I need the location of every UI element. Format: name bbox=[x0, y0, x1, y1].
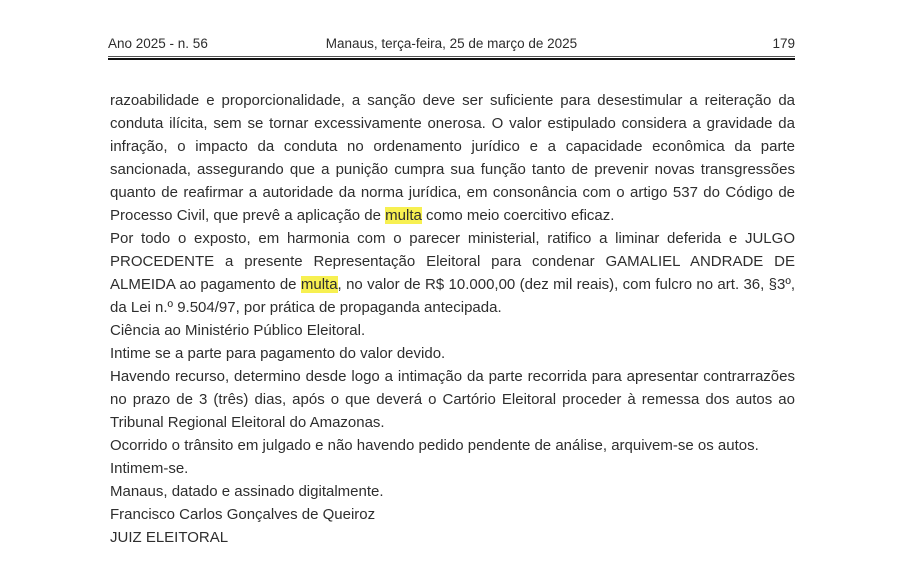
paragraph bbox=[110, 365, 795, 434]
paragraph-text: como meio coercitivo eficaz. bbox=[421, 207, 615, 224]
paragraph-text: Havendo recurso, determino desde logo a intimação da parte recorrida para apresentar contrarrazões no prazo de 3 (três) dias, após o que deverá o Cartório Eleitoral proceder à remessa dos autos ao Tribunal Regional Eleitoral do Amazonas. bbox=[110, 368, 795, 431]
paragraph-text: Francisco Carlos Gonçalves de Queiroz bbox=[110, 506, 376, 523]
paragraph bbox=[110, 503, 795, 526]
paragraph-text: Por todo o exposto, em harmonia com o parecer ministerial, ratifico a liminar deferida e JULGO PROCEDENTE a presente Representação Eleitoral para condenar GAMALIEL ANDRADE DE ALMEIDA ao pagamento de bbox=[110, 230, 795, 293]
paragraph bbox=[110, 434, 795, 457]
edition-number: Ano 2025 - n. 56 bbox=[108, 36, 208, 51]
paragraph-text: razoabilidade e proporcionalidade, a sanção deve ser suficiente para desestimular a reiteração da conduta ilícita, sem se tornar excessivamente onerosa. O valor estipulado considera a gravidade da infração, o impacto da conduta no ordenamento jurídico e a capacidade econômica da parte sancionada, assegurando que a punição cumpra sua função tanto de prevenir novas transgressões quanto de reafirmar a autoridade da norma jurídica, em consonância com o artigo 537 do Código de Processo Civil, que prevê a aplicação de bbox=[110, 92, 795, 224]
paragraph-text: Manaus, datado e assinado digitalmente. bbox=[110, 483, 384, 500]
paragraph-text: JUIZ ELEITORAL bbox=[110, 529, 229, 546]
page-header bbox=[108, 36, 795, 51]
paragraph bbox=[110, 457, 795, 480]
document-body bbox=[110, 89, 795, 549]
paragraph-text: Intime se a parte para pagamento do valor devido. bbox=[110, 345, 446, 362]
paragraph bbox=[110, 526, 795, 549]
highlighted-term: multa bbox=[385, 207, 422, 224]
paragraph bbox=[110, 227, 795, 319]
paragraph-text: Ciência ao Ministério Público Eleitoral. bbox=[110, 322, 366, 339]
header-rule-thick-line bbox=[108, 58, 795, 60]
paragraph-text: Ocorrido o trânsito em julgado e não havendo pedido pendente de análise, arquivem-se os autos. bbox=[110, 437, 759, 454]
paragraph bbox=[110, 89, 795, 227]
header-rule bbox=[108, 56, 795, 60]
paragraph-text: , no valor de R$ 10.000,00 (dez mil reais), com fulcro no art. 36, §3º, da Lei n.º 9.504/97, por prática de propaganda antecipada. bbox=[110, 276, 795, 316]
paragraph bbox=[110, 319, 795, 342]
paragraph-text: Intimem-se. bbox=[110, 460, 189, 477]
paragraph bbox=[110, 480, 795, 503]
page-number: 179 bbox=[772, 36, 795, 51]
date-location: Manaus, terça-feira, 25 de março de 2025 bbox=[325, 36, 578, 51]
paragraph bbox=[110, 342, 795, 365]
highlighted-term: multa bbox=[300, 276, 338, 293]
